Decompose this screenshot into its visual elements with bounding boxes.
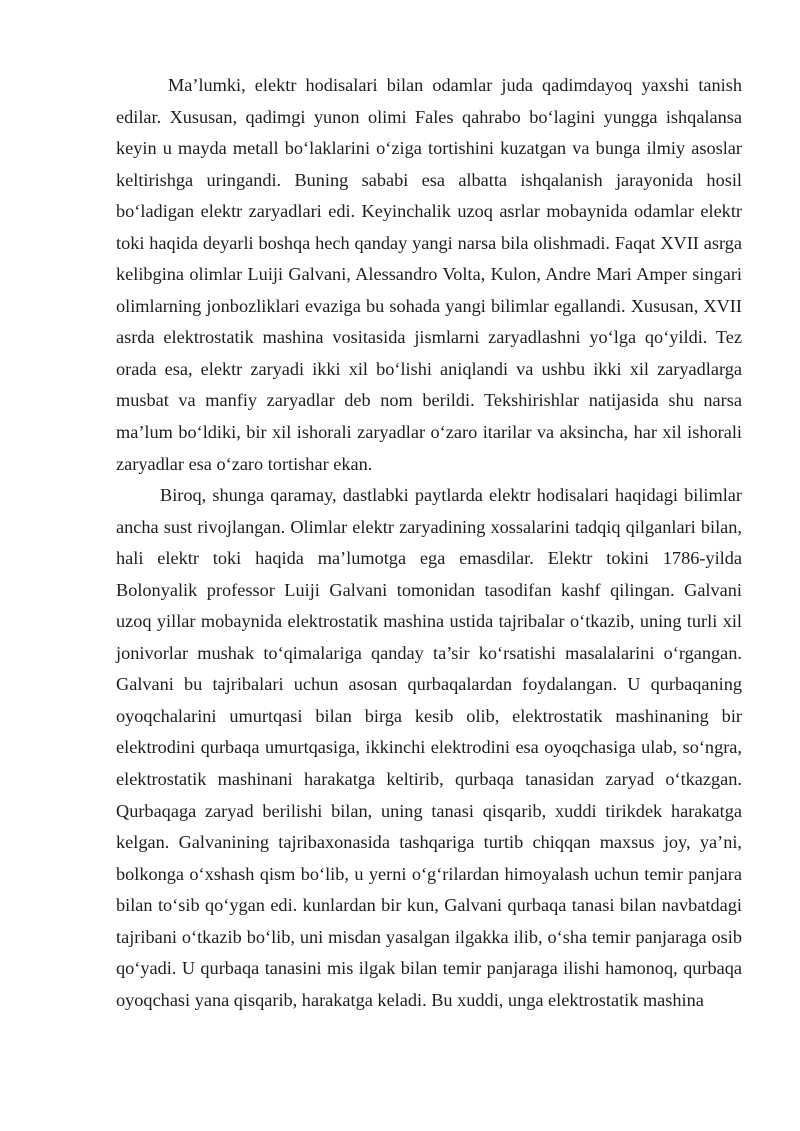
paragraph: Biroq, shunga qaramay, dastlabki paytlarda elektr hodisalari haqidagi bilimlar ancha sust rivojlangan. Olimlar elektr zaryadining xossalarini tadqiq qilganlari bilan, hali elektr toki haqida ma’lumotga ega emasdilar. Elektr tokini 1786-yilda Bolonyalik professor Luiji Galvani tomonidan tasodifan kashf qilingan. Galvani uzoq yillar mobaynida elektrostatik mashina ustida tajribalar o‘tkazib, uning turli xil jonivorlar mushak to‘qimalariga qanday ta’sir ko‘rsatishi masalalarini o‘rgangan. Galvani bu tajribalari uchun asosan qurbaqalardan foydalangan. U qurbaqaning oyoqchalarini umurtqasi bilan birga kesib olib, elektrostatik mashinaning bir elektrodini qurbaqa umurtqasiga, ikkinchi elektrodini esa oyoqchasiga ulab, so‘ngra, elektrostatik mashinani harakatga keltirib, qurbaqa tanasidan zaryad o‘tkazgan. Qurbaqaga zaryad berilishi bilan, uning tanasi qisqarib, xuddi tirikdek harakatga kelgan. Galvanining tajribaxonasida tashqariga turtib chiqqan maxsus joy, ya’ni, bolkonga o‘xshash qism bo‘lib, u yerni o‘g‘rilardan himoyalash uchun temir panjara bilan to‘sib qo‘ygan edi. kunlardan bir kun, Galvani qurbaqa tanasi bilan navbatdagi tajribani o‘tkazib bo‘lib, uni misdan yasalgan ilgakka ilib, o‘sha temir panjaraga osib qo‘yadi. U qurbaqa tanasini mis ilgak bilan temir panjaraga ilishi hamonoq, qurbaqa oyoqchasi yana qisqarib, harakatga keladi. Bu xuddi, unga elektrostatik mashina — [116, 485, 742, 1010]
paragraph: Ma’lumki, elektr hodisalari bilan odamlar juda qadimdayoq yaxshi tanish edilar. Xususan, qadimgi yunon olimi Fales qahrabo bo‘lagini yungga ishqalansa keyin u mayda metall bo‘laklarini o‘ziga tortishini kuzatgan va bunga ilmiy asoslar keltirishga uringandi. Buning sababi esa albatta ishqalanish jarayonida hosil bo‘ladigan elektr zaryadlari edi. Keyinchalik uzoq asrlar mobaynida odamlar elektr toki haqida deyarli boshqa hech qanday yangi narsa bila olishmadi. Faqat XVII asrga kelibgina olimlar Luiji Galvani, Alessandro Volta, Kulon, Andre Mari Amper singari olimlarning jonbozliklari evaziga bu sohada yangi bilimlar egallandi. Xususan, XVII asrda elektrostatik mashina vositasida jismlarni zaryadlashni yo‘lga qo‘yildi. Tez orada esa, elektr zaryadi ikki xil bo‘lishi aniqlandi va ushbu ikki xil zaryadlarga musbat va manfiy zaryadlar deb nom berildi. Tekshirishlar natijasida shu narsa ma’lum bo‘ldiki, bir xil ishorali zaryadlar o‘zaro itarilar va aksincha, har xil ishorali zaryadlar esa o‘zaro tortishar ekan. — [116, 75, 742, 474]
document-body — [116, 70, 742, 1016]
